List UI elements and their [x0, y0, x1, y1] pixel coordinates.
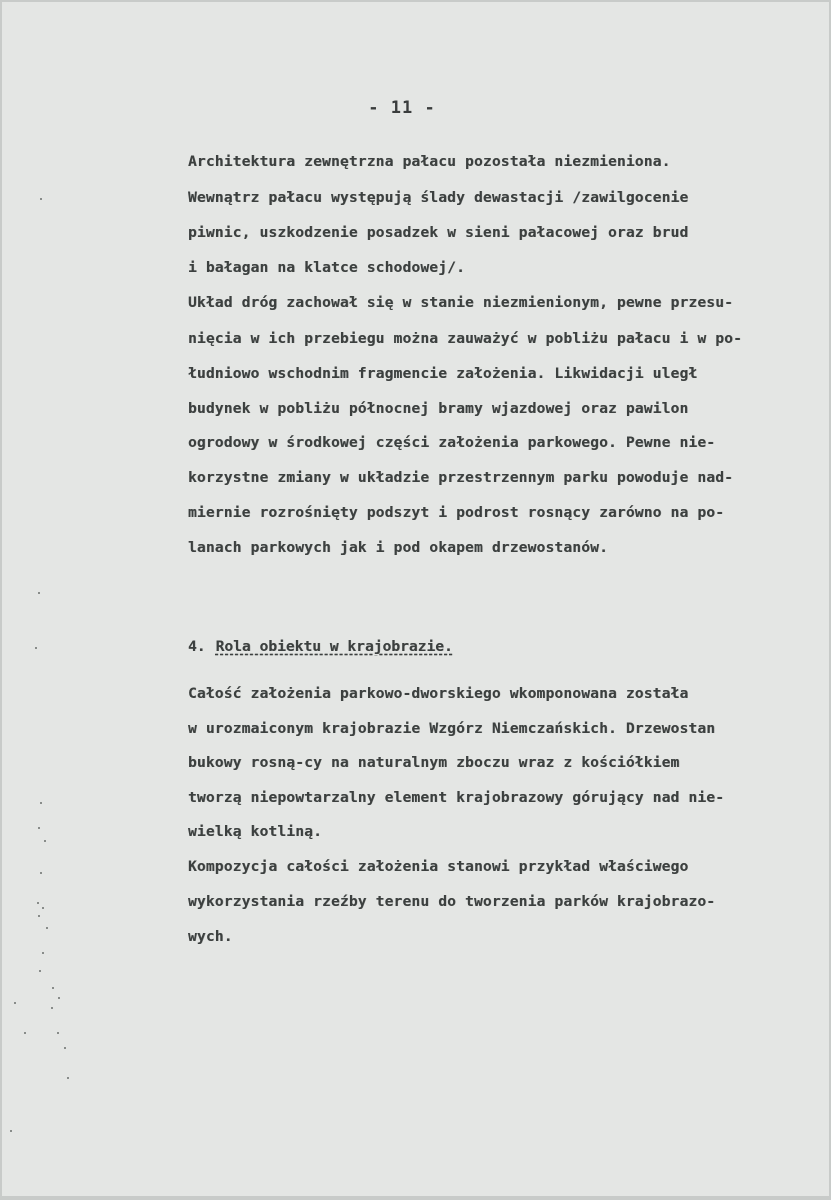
text-line: Wewnątrz pałacu występują ślady dewastacji /zawilgocenie — [188, 189, 689, 206]
scan-speck — [58, 997, 60, 999]
scan-speck — [64, 1047, 66, 1049]
text-line: wielką kotliną. — [188, 823, 323, 840]
text-line: miernie rozrośnięty podszyt i podrost rosnący zarówno na po- — [188, 504, 725, 521]
text-line: budynek w pobliżu północnej bramy wjazdowej oraz pawilon — [188, 400, 689, 417]
section-heading — [188, 638, 453, 655]
text-line: Architektura zewnętrzna pałacu pozostała niezmieniona. — [188, 153, 671, 170]
scan-speck — [39, 970, 41, 972]
text-line: lanach parkowych jak i pod okapem drzewostanów. — [188, 539, 609, 556]
scan-speck — [67, 1077, 69, 1079]
text-line: korzystne zmiany w układzie przestrzennym parku powoduje nad- — [188, 469, 734, 486]
text-line: wykorzystania rzeźby terenu do tworzenia parków krajobrazo- — [188, 893, 716, 910]
text-line: w urozmaiconym krajobrazie Wzgórz Niemczańskich. Drzewostan — [188, 720, 716, 737]
scan-speck — [35, 647, 37, 649]
scan-speck — [44, 840, 46, 842]
scan-speck — [14, 1002, 16, 1004]
page-number: - 11 - — [368, 98, 436, 118]
scan-speck — [10, 1130, 12, 1132]
scan-speck — [38, 592, 40, 594]
text-line: Układ dróg zachował się w stanie niezmienionym, pewne przesu- — [188, 294, 734, 311]
scan-speck — [38, 915, 40, 917]
text-line: Całość założenia parkowo-dworskiego wkomponowana została — [188, 685, 689, 702]
text-line: nięcia w ich przebiegu można zauważyć w pobliżu pałacu i w po- — [188, 330, 743, 347]
scan-speck — [24, 1032, 26, 1034]
scan-speck — [38, 827, 40, 829]
text-line: łudniowo wschodnim fragmencie założenia. Likwidacji uległ — [188, 365, 698, 382]
scan-speck — [37, 902, 39, 904]
scan-speck — [52, 987, 54, 989]
text-line: piwnic, uszkodzenie posadzek w sieni pałacowej oraz brud — [188, 224, 689, 241]
scan-speck — [42, 907, 44, 909]
scan-speck — [40, 198, 42, 200]
text-line: wych. — [188, 928, 233, 945]
text-line: bukowy rosną-cy na naturalnym zboczu wraz z kościółkiem — [188, 754, 680, 771]
document-page — [2, 2, 829, 1196]
text-line: tworzą niepowtarzalny element krajobrazowy górujący nad nie- — [188, 789, 725, 806]
section-title: Rola obiektu w krajobrazie. — [215, 638, 453, 655]
text-line: i bałagan na klatce schodowej/. — [188, 259, 466, 276]
scan-speck — [40, 802, 42, 804]
text-line: Kompozycja całości założenia stanowi przykład właściwego — [188, 858, 689, 875]
section-number: 4. — [188, 638, 206, 655]
scan-speck — [40, 872, 42, 874]
scan-speck — [57, 1032, 59, 1034]
scan-speck — [42, 952, 44, 954]
scan-speck — [51, 1007, 53, 1009]
text-line: ogrodowy w środkowej części założenia parkowego. Pewne nie- — [188, 434, 716, 451]
scan-speck — [46, 927, 48, 929]
